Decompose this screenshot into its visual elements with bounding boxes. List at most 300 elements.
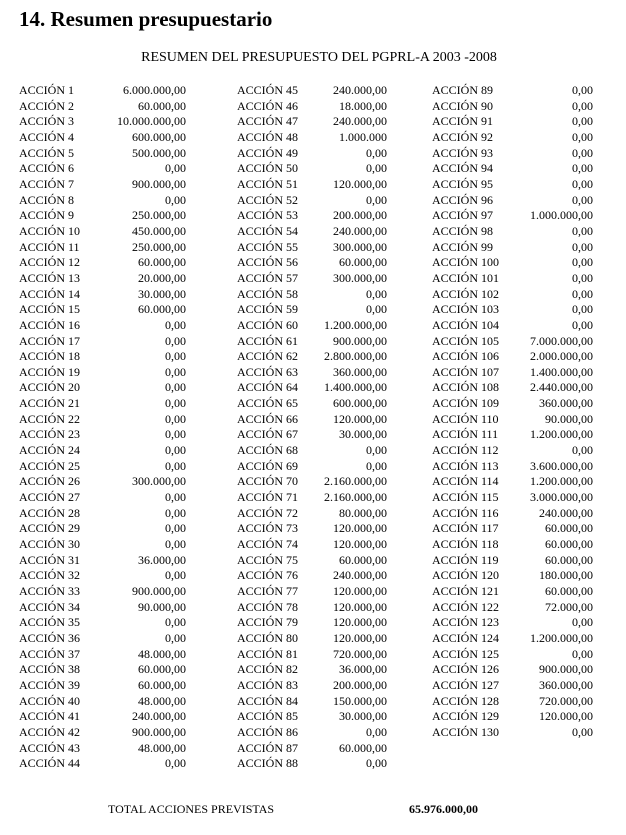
action-amount: 360.000,00 <box>539 396 593 411</box>
action-label: ACCIÓN 66 <box>237 411 299 426</box>
action-amount: 0,00 <box>366 145 387 160</box>
budget-row <box>237 318 387 334</box>
action-label: ACCIÓN 44 <box>19 756 81 771</box>
action-label: ACCIÓN 67 <box>237 427 299 442</box>
action-label: ACCIÓN 91 <box>432 114 494 129</box>
action-label: ACCIÓN 105 <box>432 333 500 348</box>
budget-row <box>432 725 593 741</box>
action-amount: 48.000,00 <box>138 740 186 755</box>
action-amount: 0,00 <box>165 380 186 395</box>
total-value: 65.976.000,00 <box>409 802 478 816</box>
action-label: ACCIÓN 12 <box>19 255 81 270</box>
action-label: ACCIÓN 20 <box>19 380 81 395</box>
action-label: ACCIÓN 90 <box>432 98 494 113</box>
budget-row <box>19 521 186 537</box>
action-label: ACCIÓN 21 <box>19 396 81 411</box>
action-label: ACCIÓN 19 <box>19 364 81 379</box>
action-amount: 450.000,00 <box>132 223 186 238</box>
action-amount: 500.000,00 <box>132 145 186 160</box>
action-amount: 120.000,00 <box>333 584 387 598</box>
budget-row <box>19 631 186 647</box>
budget-row <box>19 490 186 506</box>
action-amount: 0,00 <box>165 411 186 426</box>
budget-row <box>19 318 186 334</box>
action-amount: 0,00 <box>165 630 186 645</box>
action-label: ACCIÓN 4 <box>19 129 75 144</box>
budget-row <box>237 678 387 694</box>
action-amount: 0,00 <box>572 724 593 739</box>
action-amount: 0,00 <box>165 349 186 364</box>
action-amount: 0,00 <box>572 443 593 458</box>
budget-row <box>237 146 387 162</box>
action-label: ACCIÓN 79 <box>237 615 299 630</box>
action-amount: 0,00 <box>572 646 593 661</box>
budget-row <box>432 161 593 177</box>
budget-row <box>19 553 186 569</box>
action-amount: 60.000,00 <box>138 255 186 270</box>
action-amount: 3.600.000,00 <box>530 458 593 473</box>
action-label: ACCIÓN 73 <box>237 521 299 536</box>
action-amount: 0,00 <box>572 270 593 285</box>
action-label: ACCIÓN 130 <box>432 724 500 739</box>
action-amount: 0,00 <box>165 756 186 771</box>
budget-row <box>432 302 593 318</box>
action-label: ACCIÓN 69 <box>237 458 299 473</box>
budget-row <box>237 506 387 522</box>
action-label: ACCIÓN 40 <box>19 693 81 708</box>
budget-row <box>237 741 387 757</box>
action-label: ACCIÓN 59 <box>237 302 299 317</box>
action-label: ACCIÓN 115 <box>432 490 499 505</box>
budget-row <box>19 694 186 710</box>
action-amount: 150.000,00 <box>333 693 387 708</box>
action-label: ACCIÓN 61 <box>237 333 299 348</box>
budget-row <box>237 99 387 115</box>
action-amount: 0,00 <box>572 98 593 113</box>
budget-row <box>432 584 593 600</box>
budget-row <box>432 146 593 162</box>
budget-row <box>432 99 593 115</box>
budget-row <box>237 647 387 663</box>
action-label: ACCIÓN 45 <box>237 83 299 97</box>
action-label: ACCIÓN 42 <box>19 724 81 739</box>
budget-row <box>432 334 593 350</box>
action-amount: 48.000,00 <box>138 646 186 661</box>
action-label: ACCIÓN 17 <box>19 333 81 348</box>
budget-row <box>237 83 387 99</box>
action-label: ACCIÓN 7 <box>19 176 75 191</box>
action-amount: 60.000,00 <box>138 662 186 677</box>
action-label: ACCIÓN 71 <box>237 490 299 505</box>
budget-row <box>19 380 186 396</box>
budget-row <box>432 459 593 475</box>
action-amount: 3.000.000,00 <box>530 490 593 505</box>
action-amount: 120.000,00 <box>333 521 387 536</box>
action-amount: 200.000,00 <box>333 208 387 223</box>
action-amount: 60.000,00 <box>339 740 387 755</box>
action-label: ACCIÓN 107 <box>432 364 500 379</box>
budget-row <box>237 334 387 350</box>
action-label: ACCIÓN 101 <box>432 270 500 285</box>
action-amount: 360.000,00 <box>539 677 593 692</box>
action-label: ACCIÓN 97 <box>432 208 494 223</box>
budget-row <box>19 83 186 99</box>
action-amount: 300.000,00 <box>333 270 387 285</box>
budget-row <box>19 334 186 350</box>
action-label: ACCIÓN 38 <box>19 662 81 677</box>
budget-column-1 <box>19 83 186 772</box>
action-amount: 30.000,00 <box>138 286 186 301</box>
action-amount: 0,00 <box>165 505 186 520</box>
action-label: ACCIÓN 121 <box>432 584 500 598</box>
action-amount: 1.000.000 <box>339 129 387 144</box>
budget-row <box>432 208 593 224</box>
action-label: ACCIÓN 128 <box>432 693 500 708</box>
budget-row <box>237 255 387 271</box>
action-label: ACCIÓN 55 <box>237 239 299 254</box>
action-amount: 720.000,00 <box>333 646 387 661</box>
action-amount: 120.000,00 <box>333 599 387 614</box>
budget-row <box>19 600 186 616</box>
action-label: ACCIÓN 65 <box>237 396 299 411</box>
action-amount: 0,00 <box>366 302 387 317</box>
action-amount: 30.000,00 <box>339 427 387 442</box>
action-label: ACCIÓN 33 <box>19 584 81 598</box>
action-amount: 60.000,00 <box>545 552 593 567</box>
action-label: ACCIÓN 9 <box>19 208 75 223</box>
action-label: ACCIÓN 81 <box>237 646 299 661</box>
action-label: ACCIÓN 104 <box>432 317 500 332</box>
action-amount: 80.000,00 <box>339 505 387 520</box>
action-amount: 60.000,00 <box>138 677 186 692</box>
action-amount: 0,00 <box>165 521 186 536</box>
action-label: ACCIÓN 18 <box>19 349 81 364</box>
action-amount: 60.000,00 <box>138 98 186 113</box>
budget-row <box>432 255 593 271</box>
action-label: ACCIÓN 70 <box>237 474 299 489</box>
budget-row <box>432 662 593 678</box>
budget-row <box>19 427 186 443</box>
action-amount: 240.000,00 <box>333 568 387 583</box>
action-amount: 1.200.000,00 <box>324 317 387 332</box>
action-label: ACCIÓN 112 <box>432 443 499 458</box>
budget-row <box>19 349 186 365</box>
action-amount: 0,00 <box>165 615 186 630</box>
action-amount: 60.000,00 <box>545 521 593 536</box>
action-label: ACCIÓN 14 <box>19 286 81 301</box>
action-label: ACCIÓN 26 <box>19 474 81 489</box>
action-amount: 2.160.000,00 <box>324 490 387 505</box>
action-amount: 120.000,00 <box>333 615 387 630</box>
action-label: ACCIÓN 53 <box>237 208 299 223</box>
action-amount: 0,00 <box>572 114 593 129</box>
action-amount: 0,00 <box>165 161 186 176</box>
action-amount: 120.000,00 <box>333 176 387 191</box>
action-label: ACCIÓN 84 <box>237 693 299 708</box>
action-amount: 0,00 <box>165 427 186 442</box>
action-amount: 60.000,00 <box>138 302 186 317</box>
budget-row <box>237 521 387 537</box>
total-label: TOTAL ACCIONES PREVISTAS <box>108 802 275 816</box>
budget-row <box>237 725 387 741</box>
budget-row <box>19 459 186 475</box>
action-label: ACCIÓN 32 <box>19 568 81 583</box>
action-amount: 0,00 <box>366 286 387 301</box>
budget-row <box>237 553 387 569</box>
budget-row <box>237 287 387 303</box>
action-label: ACCIÓN 75 <box>237 552 299 567</box>
action-amount: 900.000,00 <box>333 333 387 348</box>
budget-row <box>19 255 186 271</box>
budget-row <box>237 756 387 772</box>
budget-row <box>237 240 387 256</box>
budget-row <box>19 130 186 146</box>
budget-row <box>19 615 186 631</box>
action-label: ACCIÓN 2 <box>19 98 75 113</box>
budget-row <box>237 443 387 459</box>
budget-row <box>432 521 593 537</box>
action-amount: 0,00 <box>366 161 387 176</box>
action-label: ACCIÓN 49 <box>237 145 299 160</box>
budget-row <box>237 412 387 428</box>
action-label: ACCIÓN 114 <box>432 474 499 489</box>
budget-row <box>432 287 593 303</box>
action-label: ACCIÓN 23 <box>19 427 81 442</box>
action-amount: 30.000,00 <box>339 709 387 724</box>
action-label: ACCIÓN 87 <box>237 740 299 755</box>
action-amount: 0,00 <box>165 458 186 473</box>
action-label: ACCIÓN 51 <box>237 176 299 191</box>
budget-row <box>19 146 186 162</box>
budget-row <box>432 647 593 663</box>
action-label: ACCIÓN 57 <box>237 270 299 285</box>
action-amount: 0,00 <box>572 286 593 301</box>
budget-row <box>237 427 387 443</box>
action-label: ACCIÓN 64 <box>237 380 299 395</box>
budget-row <box>432 271 593 287</box>
action-amount: 180.000,00 <box>539 568 593 583</box>
budget-row <box>19 271 186 287</box>
action-amount: 900.000,00 <box>539 662 593 677</box>
action-label: ACCIÓN 16 <box>19 317 81 332</box>
action-amount: 240.000,00 <box>132 709 186 724</box>
action-label: ACCIÓN 60 <box>237 317 299 332</box>
action-amount: 200.000,00 <box>333 677 387 692</box>
budget-row <box>19 396 186 412</box>
budget-row <box>237 224 387 240</box>
action-amount: 0,00 <box>572 239 593 254</box>
budget-row <box>237 615 387 631</box>
budget-row <box>19 114 186 130</box>
budget-row <box>432 412 593 428</box>
action-amount: 48.000,00 <box>138 693 186 708</box>
action-label: ACCIÓN 29 <box>19 521 81 536</box>
action-label: ACCIÓN 43 <box>19 740 81 755</box>
action-label: ACCIÓN 34 <box>19 599 81 614</box>
action-amount: 0,00 <box>165 396 186 411</box>
action-label: ACCIÓN 100 <box>432 255 500 270</box>
budget-column-3 <box>432 83 593 741</box>
action-label: ACCIÓN 25 <box>19 458 81 473</box>
action-label: ACCIÓN 13 <box>19 270 81 285</box>
action-label: ACCIÓN 35 <box>19 615 81 630</box>
action-amount: 60.000,00 <box>339 255 387 270</box>
budget-row <box>19 161 186 177</box>
action-amount: 0,00 <box>165 333 186 348</box>
action-label: ACCIÓN 125 <box>432 646 500 661</box>
action-amount: 18.000,00 <box>339 98 387 113</box>
budget-row <box>237 709 387 725</box>
action-amount: 240.000,00 <box>333 83 387 97</box>
action-label: ACCIÓN 11 <box>19 239 80 254</box>
budget-row <box>19 474 186 490</box>
budget-row <box>432 83 593 99</box>
action-amount: 0,00 <box>572 129 593 144</box>
budget-row <box>432 631 593 647</box>
action-label: ACCIÓN 129 <box>432 709 500 724</box>
action-label: ACCIÓN 94 <box>432 161 494 176</box>
action-amount: 2.440.000,00 <box>530 380 593 395</box>
budget-row <box>237 177 387 193</box>
action-amount: 60.000,00 <box>339 552 387 567</box>
budget-row <box>237 459 387 475</box>
action-label: ACCIÓN 39 <box>19 677 81 692</box>
budget-row <box>432 240 593 256</box>
action-label: ACCIÓN 30 <box>19 537 81 552</box>
action-label: ACCIÓN 122 <box>432 599 500 614</box>
budget-row <box>237 600 387 616</box>
budget-row <box>237 193 387 209</box>
action-amount: 0,00 <box>572 83 593 97</box>
action-amount: 360.000,00 <box>333 364 387 379</box>
action-amount: 0,00 <box>572 302 593 317</box>
budget-row <box>237 662 387 678</box>
action-label: ACCIÓN 8 <box>19 192 75 207</box>
budget-row <box>432 193 593 209</box>
action-label: ACCIÓN 36 <box>19 630 81 645</box>
action-amount: 1.400.000,00 <box>324 380 387 395</box>
budget-row <box>237 349 387 365</box>
action-label: ACCIÓN 28 <box>19 505 81 520</box>
action-label: ACCIÓN 47 <box>237 114 299 129</box>
action-amount: 1.200.000,00 <box>530 630 593 645</box>
budget-row <box>19 287 186 303</box>
action-amount: 0,00 <box>572 192 593 207</box>
action-label: ACCIÓN 85 <box>237 709 299 724</box>
budget-row <box>237 271 387 287</box>
budget-row <box>19 537 186 553</box>
action-amount: 1.000.000,00 <box>530 208 593 223</box>
action-amount: 900.000,00 <box>132 176 186 191</box>
action-amount: 900.000,00 <box>132 724 186 739</box>
action-label: ACCIÓN 102 <box>432 286 500 301</box>
action-label: ACCIÓN 6 <box>19 161 75 176</box>
action-amount: 0,00 <box>366 756 387 771</box>
budget-row <box>432 615 593 631</box>
budget-row <box>19 177 186 193</box>
action-amount: 0,00 <box>572 255 593 270</box>
action-label: ACCIÓN 27 <box>19 490 81 505</box>
action-label: ACCIÓN 63 <box>237 364 299 379</box>
action-label: ACCIÓN 108 <box>432 380 500 395</box>
action-label: ACCIÓN 117 <box>432 521 499 536</box>
budget-row <box>237 130 387 146</box>
budget-row <box>19 678 186 694</box>
budget-row <box>19 193 186 209</box>
action-amount: 7.000.000,00 <box>530 333 593 348</box>
budget-row <box>432 490 593 506</box>
action-amount: 10.000.000,00 <box>117 114 186 129</box>
action-label: ACCIÓN 41 <box>19 709 81 724</box>
action-amount: 0,00 <box>165 443 186 458</box>
action-amount: 1.200.000,00 <box>530 474 593 489</box>
budget-row <box>237 365 387 381</box>
budget-row <box>237 474 387 490</box>
action-amount: 2.000.000,00 <box>530 349 593 364</box>
action-amount: 240.000,00 <box>333 223 387 238</box>
budget-row <box>432 177 593 193</box>
action-amount: 0,00 <box>366 443 387 458</box>
action-label: ACCIÓN 5 <box>19 145 75 160</box>
budget-row <box>237 208 387 224</box>
action-amount: 0,00 <box>366 192 387 207</box>
action-label: ACCIÓN 82 <box>237 662 299 677</box>
budget-row <box>19 365 186 381</box>
action-label: ACCIÓN 123 <box>432 615 500 630</box>
action-label: ACCIÓN 120 <box>432 568 500 583</box>
action-amount: 0,00 <box>572 176 593 191</box>
action-amount: 60.000,00 <box>545 537 593 552</box>
action-amount: 0,00 <box>165 364 186 379</box>
budget-row <box>19 240 186 256</box>
budget-row <box>432 553 593 569</box>
action-amount: 1.200.000,00 <box>530 427 593 442</box>
action-amount: 1.400.000,00 <box>530 364 593 379</box>
action-label: ACCIÓN 48 <box>237 129 299 144</box>
action-amount: 0,00 <box>165 192 186 207</box>
action-amount: 2.160.000,00 <box>324 474 387 489</box>
budget-row <box>237 490 387 506</box>
action-label: ACCIÓN 78 <box>237 599 299 614</box>
action-amount: 20.000,00 <box>138 270 186 285</box>
action-label: ACCIÓN 50 <box>237 161 299 176</box>
budget-row <box>19 568 186 584</box>
budget-row <box>19 506 186 522</box>
budget-row <box>19 208 186 224</box>
action-amount: 600.000,00 <box>132 129 186 144</box>
action-label: ACCIÓN 76 <box>237 568 299 583</box>
budget-row <box>19 662 186 678</box>
budget-row <box>19 224 186 240</box>
action-label: ACCIÓN 1 <box>19 83 75 97</box>
budget-row <box>237 302 387 318</box>
budget-row <box>237 537 387 553</box>
action-label: ACCIÓN 113 <box>432 458 499 473</box>
budget-column-2 <box>237 83 387 772</box>
action-label: ACCIÓN 31 <box>19 552 81 567</box>
action-amount: 72.000,00 <box>545 599 593 614</box>
action-amount: 2.800.000,00 <box>324 349 387 364</box>
action-label: ACCIÓN 22 <box>19 411 81 426</box>
action-label: ACCIÓN 118 <box>432 537 499 552</box>
action-label: ACCIÓN 56 <box>237 255 299 270</box>
budget-row <box>432 537 593 553</box>
budget-row <box>237 114 387 130</box>
action-label: ACCIÓN 106 <box>432 349 500 364</box>
action-amount: 0,00 <box>165 537 186 552</box>
action-label: ACCIÓN 109 <box>432 396 500 411</box>
action-label: ACCIÓN 52 <box>237 192 299 207</box>
